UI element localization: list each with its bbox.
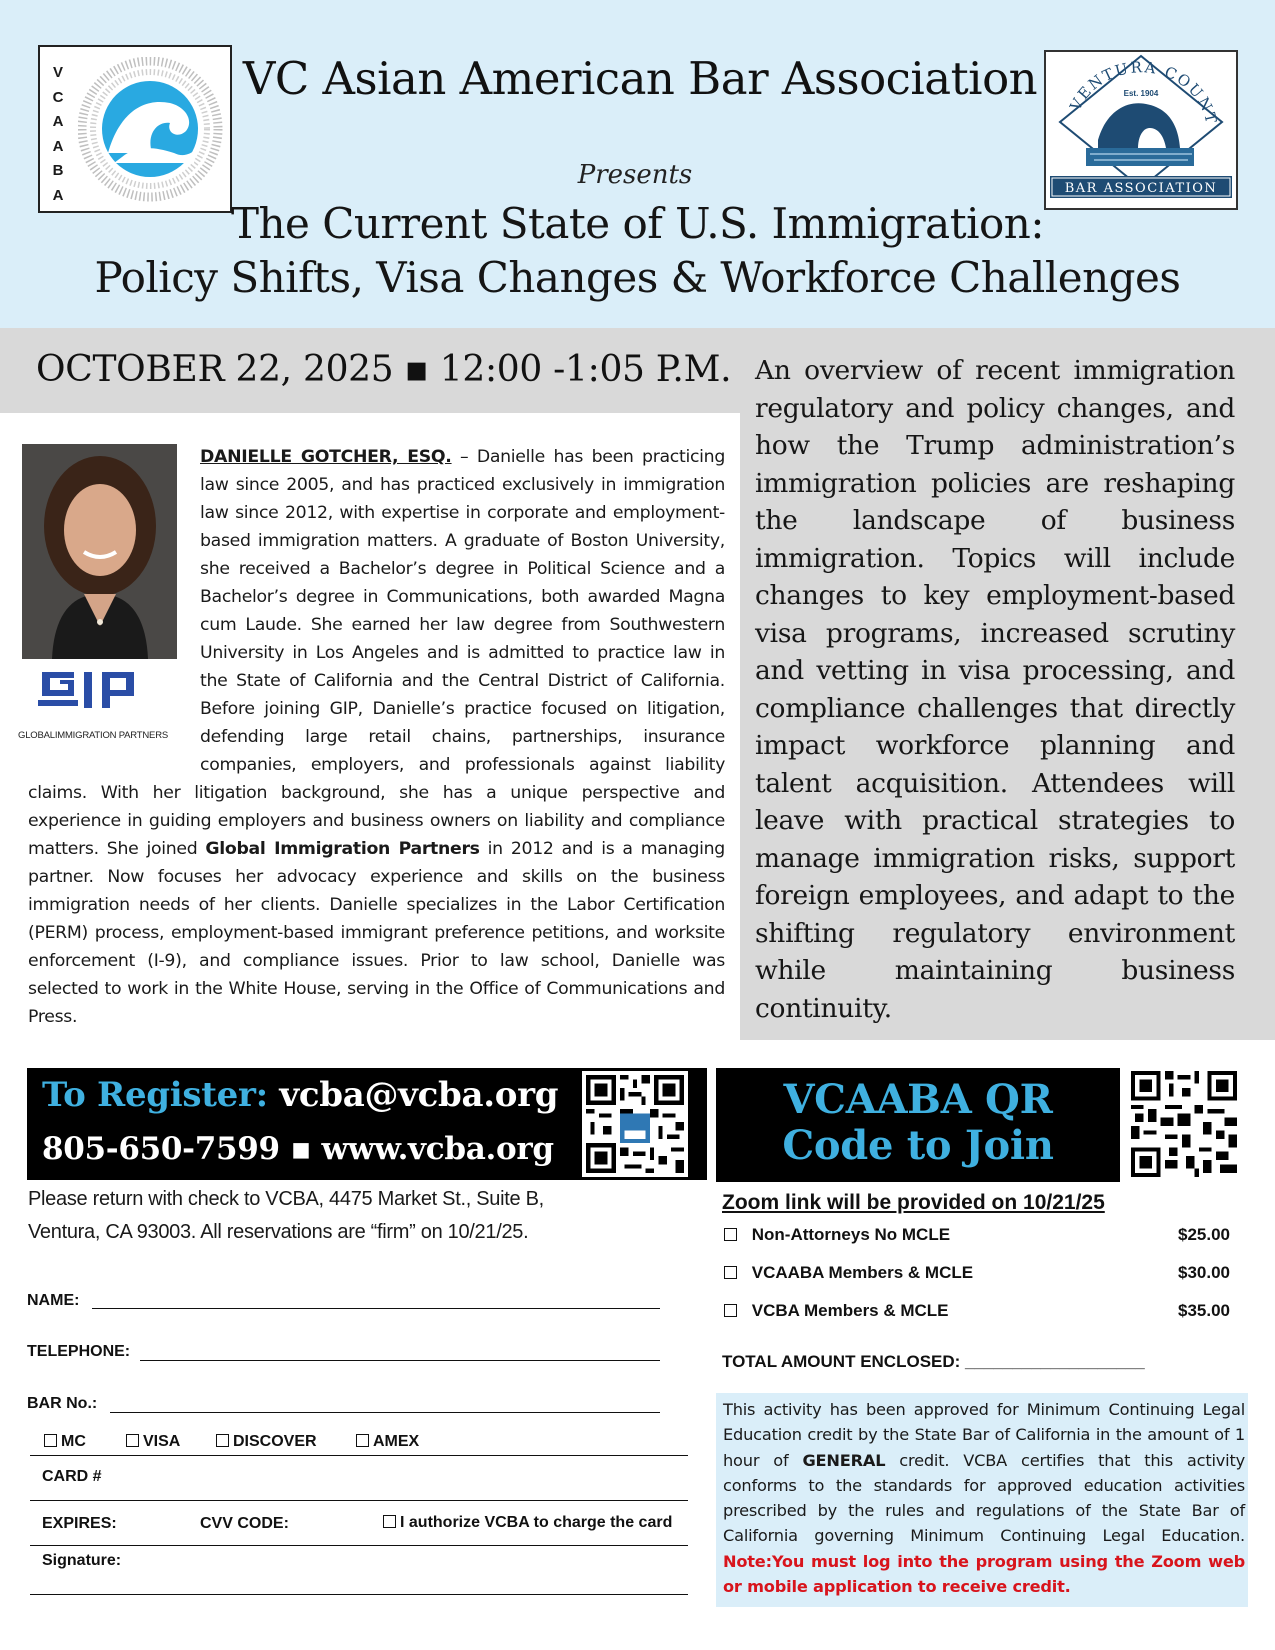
firm-name: Global Immigration Partners: [205, 839, 480, 859]
join-qr-code[interactable]: [1131, 1071, 1237, 1177]
speaker-bio: DANIELLE GOTCHER, ESQ. – Danielle has been practicing law since 2005, and has practiced exclusively in immigration law since 2012, with expertise in corporate and employment-based immigration matters. A graduate of Boston University, she received a Bachelor’s degree in Political Science and a Bachelor’s degree in Communications, both awarded Magna cum Laude. She earned her law degree from Southwestern University in Los Angeles and is admitted to practice law in the State of California and the Central District of California. Before joining GIP, Danielle’s practice focused on litigation, defending large retail chains, partnerships, insurance companies, employers, and professionals against liability claims. With her litigation background, she has a unique perspective and experience in guiding employers and business owners on liability and compliance matters. She joined Global Immigration Partners in 2012 and is a managing partner. Now focuses her advocacy experience and skills on the business immigration needs of her clients. Danielle specializes in the Labor Certification (PERM) process, employment-based immigrant preference petitions, and worksite enforcement (I-9), and compliance issues. Prior to law school, Danielle was selected to work in the White House, serving in the Office of Communications and Press.: [28, 447, 725, 1027]
speaker-name: DANIELLE GOTCHER, ESQ.: [200, 447, 452, 467]
register-line: [42, 1075, 558, 1115]
checkbox-icon[interactable]: [383, 1515, 396, 1528]
card-number-field[interactable]: [30, 1500, 688, 1501]
register-email[interactable]: vcba@vcba.org: [279, 1075, 559, 1115]
bio-text-part2: in 2012 and is a managing partner. Now focuses her advocacy experience and skills on the business immigration needs of her clients. Danielle specializes in the Labor Certification (PERM) process, employment-based immigrant preference petitions, and worksite enforcement (I-9), and compliance issues. Prior to law school, Danielle was selected to work in the White House, serving in the Office of Communications and Press.: [28, 839, 725, 1027]
event-title: [60, 197, 1215, 305]
divider: [30, 1545, 688, 1546]
checkbox-icon[interactable]: [724, 1228, 737, 1241]
authorize-checkbox[interactable]: I authorize VCBA to charge the card: [383, 1514, 672, 1532]
vcaaba-logo: [38, 45, 232, 213]
total-amount-enclosed[interactable]: TOTAL AMOUNT ENCLOSED: ___________________: [722, 1352, 1145, 1371]
checkbox-icon[interactable]: [724, 1304, 737, 1317]
name-field[interactable]: [92, 1308, 660, 1309]
checkbox-icon[interactable]: [216, 1434, 229, 1447]
mcle-text: This activity has been approved for Minimum Continuing Legal Education credit by the State Bar of California in the amount of 1 hour of GENERAL credit. VCBA certifies that this activity conforms to the standards for approved education activities prescribed by the rules and regulations of the State Bar of California governing Minimum Continuing Legal Education. Note:You must log into the program using the Zoom web or mobile application to receive credit.: [723, 1400, 1246, 1597]
mcle-note: Note:You must log into the program using the Zoom web or mobile application to receive credit.: [723, 1551, 1245, 1597]
vc-logo-arc-text: VENTURA COUNT: [1066, 58, 1221, 127]
overview-text: An overview of recent immigration regulatory and policy changes, and how the Trump administration’s immigration policies are reshaping the landscape of business immigration. Topics will include changes to key employment-based visa programs, increased scrutiny and vetting in visa processing, and compliance challenges that directly impact workforce planning and talent acquisition. Attendees will leave with practical strategies to manage immigration risks, support foreign employees, and adapt to the shifting regulatory environment while maintaining business continuity.: [755, 355, 1235, 1024]
card-option-mc[interactable]: MC: [44, 1433, 86, 1451]
name-label: NAME:: [27, 1292, 80, 1309]
return-instructions: Please return with check to VCBA, 4475 Market St., Suite B, Ventura, CA 93003. All reservations are “firm” on 10/21/25.: [28, 1188, 544, 1243]
register-qr-code[interactable]: [582, 1071, 688, 1177]
logo-letters: V C A A B A: [52, 64, 64, 204]
signature-field[interactable]: [30, 1594, 688, 1595]
zoom-note: Zoom link will be provided on 10/21/25: [722, 1191, 1105, 1214]
mcle-general: GENERAL: [802, 1450, 886, 1470]
vc-logo-est: Est. 1904: [1123, 89, 1159, 98]
signature-label: Signature:: [42, 1552, 122, 1569]
checkbox-icon[interactable]: [724, 1266, 737, 1279]
card-option-visa[interactable]: VISA: [126, 1433, 180, 1451]
checkbox-icon[interactable]: [126, 1434, 139, 1447]
event-title-line1: The Current State of U.S. Immigration:: [230, 199, 1045, 248]
telephone-field[interactable]: [140, 1360, 660, 1361]
ventura-county-bar-logo: [1044, 50, 1238, 210]
register-phone-web[interactable]: 805-650-7599 ▪ www.vcba.org: [42, 1131, 554, 1167]
checkbox-icon[interactable]: [44, 1434, 57, 1447]
checkbox-icon[interactable]: [356, 1434, 369, 1447]
telephone-label: TELEPHONE:: [27, 1343, 131, 1360]
price-option-non-attorneys[interactable]: Non-Attorneys No MCLE $25.00: [724, 1225, 1230, 1245]
vc-logo-bottom: BAR ASSOCIATION: [1064, 181, 1218, 196]
ventura-county-bar-logo-icon: [1046, 52, 1236, 208]
wave-logo-icon: [78, 57, 223, 202]
presents-label: Presents: [577, 160, 693, 190]
gip-caption: GLOBALIMMIGRATION PARTNERS: [18, 730, 168, 741]
bio-text-part1: Danielle has been practicing law since 2005, and has practiced exclusively in immigration law since 2012, with expertise in corporate and employment-based immigration matters. A graduate of Boston University, she received a Bachelor’s degree in Political Science and a Bachelor’s degree in Communications, both awarded Magna cum Laude. She earned her law degree from Southwestern University in Los Angeles and is admitted to practice law in the State of California and the Central District of California. Before joining GIP, Danielle’s practice focused on litigation, defending large retail chains, partnerships, insurance companies, employers, and professionals against liability claims. With her litigation background, she has a unique perspective and experience in guiding employers and business owners on liability and compliance matters. She joined: [28, 447, 725, 859]
card-number-label: CARD #: [42, 1468, 102, 1485]
divider: [30, 1455, 688, 1456]
price-option-vcba-members[interactable]: VCBA Members & MCLE $35.00: [724, 1301, 1230, 1321]
bar-number-label: BAR No.:: [27, 1395, 98, 1412]
price-option-vcaaba-members[interactable]: VCAABA Members & MCLE $30.00: [724, 1263, 1230, 1283]
cvv-label: CVV CODE:: [200, 1515, 289, 1532]
vcaaba-join-text: VCAABA QR Code to Join: [782, 1076, 1054, 1169]
bar-number-field[interactable]: [110, 1412, 660, 1413]
event-date-time: OCTOBER 22, 2025 ▪ 12:00 -1:05 P.M.: [36, 349, 732, 390]
event-title-line2: Policy Shifts, Visa Changes & Workforce Challenges: [94, 253, 1181, 302]
card-option-discover[interactable]: DISCOVER: [216, 1433, 317, 1451]
register-label: To Register:: [42, 1075, 268, 1115]
expires-label: EXPIRES:: [42, 1515, 117, 1532]
card-option-amex[interactable]: AMEX: [356, 1433, 419, 1451]
organization-title: VC Asian American Bar Association: [242, 52, 1038, 105]
